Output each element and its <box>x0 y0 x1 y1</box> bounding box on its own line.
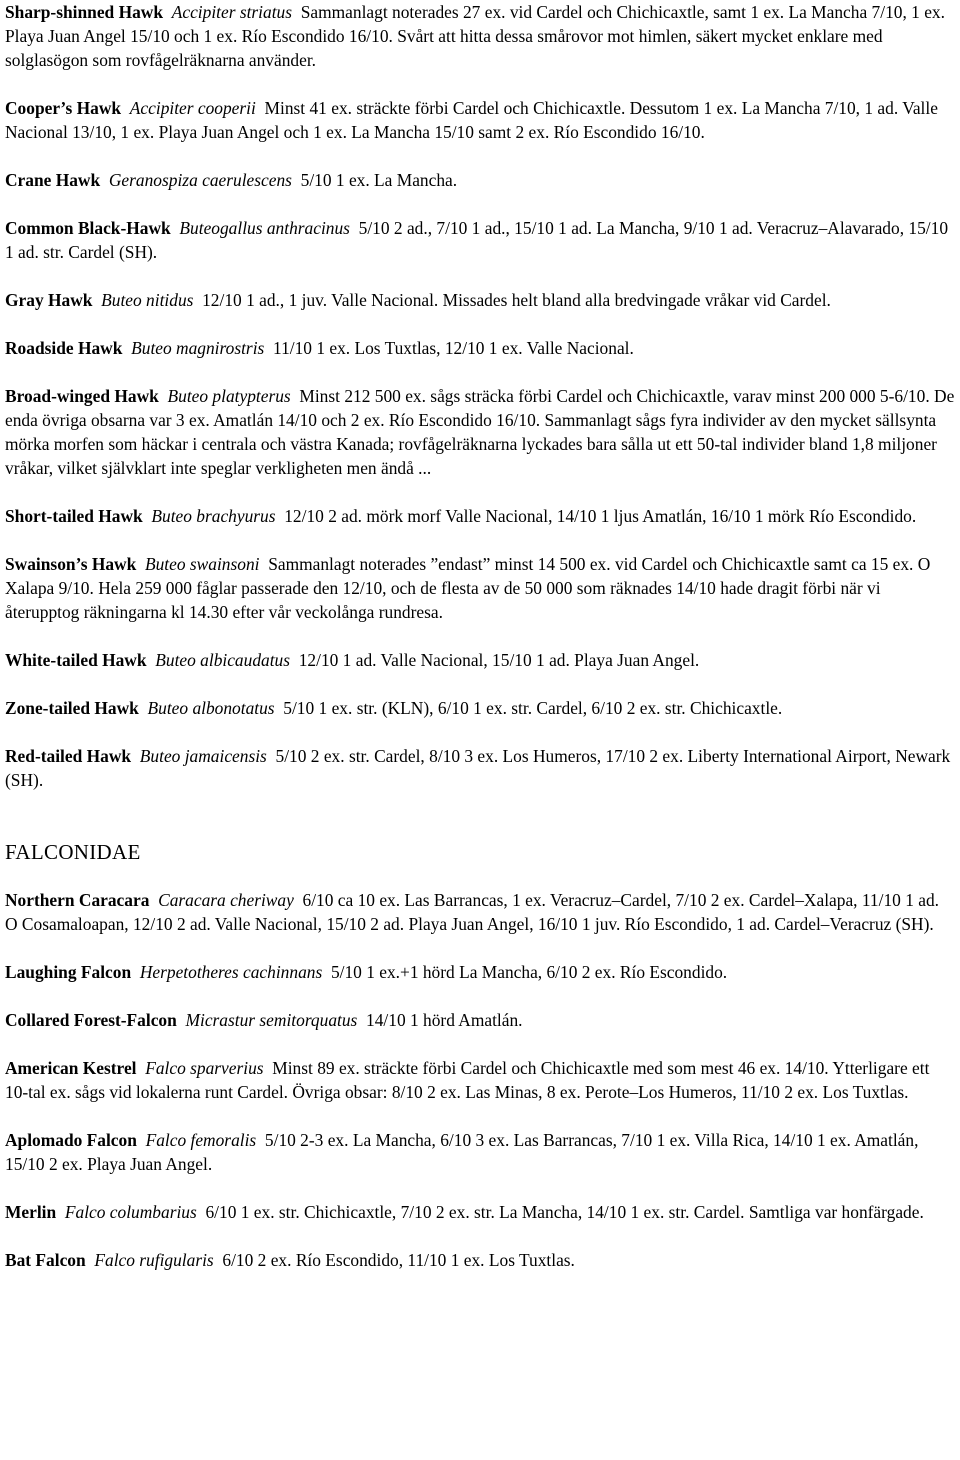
species-text: 5/10 1 ex. La Mancha. <box>300 170 458 190</box>
scientific-name: Falco columbarius <box>64 1202 197 1222</box>
species-entry-common-black-hawk <box>5 216 955 264</box>
scientific-name: Buteo magnirostris <box>131 338 265 358</box>
species-text: 6/10 2 ex. Río Escondido, 11/10 1 ex. Los Tuxtlas. <box>222 1250 575 1270</box>
species-name: Common Black-Hawk <box>5 218 171 238</box>
species-name: Bat Falcon <box>5 1250 86 1270</box>
species-text: 12/10 1 ad. Valle Nacional, 15/10 1 ad. Playa Juan Angel. <box>298 650 700 670</box>
species-name: American Kestrel <box>5 1058 137 1078</box>
document-body <box>5 0 955 1272</box>
scientific-name: Buteo albicaudatus <box>155 650 291 670</box>
scientific-name: Falco sparverius <box>145 1058 264 1078</box>
species-text: Minst 41 ex. sträckte förbi Cardel och Chichicaxtle. Dessutom 1 ex. La Mancha 7/10, 1 ad. Valle Nacional 13/10, 1 ex. Playa Juan Angel och 1 ex. La Mancha 15/10 samt 2 ex. Río Escondido 16/10. <box>5 98 938 142</box>
species-text: 5/10 2-3 ex. La Mancha, 6/10 3 ex. Las Barrancas, 7/10 1 ex. Villa Rica, 14/10 1 ex. Amatlán, 15/10 2 ex. Playa Juan Angel. <box>5 1130 919 1174</box>
species-entry-red-tailed-hawk <box>5 744 955 792</box>
species-entry-roadside-hawk <box>5 336 955 360</box>
scientific-name: Buteo jamaicensis <box>139 746 267 766</box>
scientific-name: Buteo swainsoni <box>144 554 260 574</box>
scientific-name: Micrastur semitorquatus <box>185 1010 358 1030</box>
species-entry-zone-tailed-hawk <box>5 696 955 720</box>
species-text: 11/10 1 ex. Los Tuxtlas, 12/10 1 ex. Valle Nacional. <box>273 338 634 358</box>
species-entry-merlin <box>5 1200 955 1224</box>
scientific-name: Buteo brachyurus <box>151 506 276 526</box>
species-text: 12/10 2 ad. mörk morf Valle Nacional, 14/10 1 ljus Amatlán, 16/10 1 mörk Río Escondido. <box>284 506 917 526</box>
species-text: Minst 89 ex. sträckte förbi Cardel och Chichicaxtle med som mest 46 ex. 14/10. Ytterligare ett 10-tal ex. sågs vid lokalerna runt Cardel. Övriga obsar: 8/10 2 ex. Las Minas, 8 ex. Perote–Los Humeros, 11/10 2 ex. Los Tuxtlas. <box>5 1058 930 1102</box>
species-entry-american-kestrel <box>5 1056 955 1104</box>
species-name: Red-tailed Hawk <box>5 746 132 766</box>
species-entry-collared-forest-falcon <box>5 1008 955 1032</box>
species-name: Gray Hawk <box>5 290 93 310</box>
species-name: Northern Caracara <box>5 890 150 910</box>
species-entry-broad-winged-hawk <box>5 384 955 480</box>
species-text: 5/10 2 ad., 7/10 1 ad., 15/10 1 ad. La Mancha, 9/10 1 ad. Veracruz–Alavarado, 15/10 1 ad. str. Cardel (SH). <box>5 218 949 262</box>
scientific-name: Falco femoralis <box>145 1130 257 1150</box>
species-entry-coopers-hawk <box>5 96 955 144</box>
species-name: Sharp-shinned Hawk <box>5 2 164 22</box>
species-text: 5/10 1 ex.+1 hörd La Mancha, 6/10 2 ex. Río Escondido. <box>330 962 728 982</box>
species-entry-northern-caracara <box>5 888 955 936</box>
species-text: 5/10 2 ex. str. Cardel, 8/10 3 ex. Los Humeros, 17/10 2 ex. Liberty International Airport, Newark (SH). <box>5 746 951 790</box>
section-heading-falconidae: FALCONIDAE <box>5 840 141 864</box>
species-name: Broad-winged Hawk <box>5 386 159 406</box>
species-entry-gray-hawk <box>5 288 955 312</box>
scientific-name: Falco rufigularis <box>94 1250 214 1270</box>
species-entry-sharp-shinned-hawk <box>5 0 955 72</box>
species-text: 6/10 ca 10 ex. Las Barrancas, 1 ex. Veracruz–Cardel, 7/10 2 ex. Cardel–Xalapa, 11/10 1 ad. O Cosamaloapan, 12/10 2 ad. Valle Nacional, 15/10 2 ad. Playa Juan Angel, 16/10 1 juv. Río Escondido, 1 ad. Cardel–Veracruz (SH). <box>5 890 939 934</box>
species-text: 12/10 1 ad., 1 juv. Valle Nacional. Missades helt bland alla bredvingade vråkar vid Cardel. <box>202 290 831 310</box>
species-text: 5/10 1 ex. str. (KLN), 6/10 1 ex. str. Cardel, 6/10 2 ex. str. Chichicaxtle. <box>283 698 783 718</box>
scientific-name: Geranospiza caerulescens <box>108 170 292 190</box>
species-name: Crane Hawk <box>5 170 101 190</box>
species-name: Collared Forest-Falcon <box>5 1010 177 1030</box>
scientific-name: Buteogallus anthracinus <box>179 218 350 238</box>
species-entry-white-tailed-hawk <box>5 648 955 672</box>
species-name: Short-tailed Hawk <box>5 506 143 526</box>
scientific-name: Buteo platypterus <box>167 386 291 406</box>
species-name: Laughing Falcon <box>5 962 132 982</box>
species-text: Sammanlagt noterades 27 ex. vid Cardel och Chichicaxtle, samt 1 ex. La Mancha 7/10, 1 ex. Playa Juan Angel 15/10 och 1 ex. Río Escondido 16/10. Svårt att hitta dessa smårovor mot himlen, säkert mycket enklare med solglasögon som rovfågelräknarna använder. <box>5 2 945 70</box>
species-name: Cooper’s Hawk <box>5 98 122 118</box>
species-text: Minst 212 500 ex. sågs sträcka förbi Cardel och Chichicaxtle, varav minst 200 000 5-6/10. De enda övriga obsarna var 3 ex. Amatlán 14/10 och 2 ex. Río Escondido 16/10. Sammanlagt sågs fyra individer av den mycket sällsynta mörka morfen som häckar i centrala och västra Kanada; rovfågelräknarna lyckades bara sålla ut ett 50-tal individer bland 1,8 miljoner vråkar, vilket självklart inte speglar verkligheten men ändå ... <box>5 386 955 478</box>
species-entry-swainsons-hawk <box>5 552 955 624</box>
species-text: 6/10 1 ex. str. Chichicaxtle, 7/10 2 ex. str. La Mancha, 14/10 1 ex. str. Cardel. Samtliga var honfärgade. <box>205 1202 924 1222</box>
species-name: Aplomado Falcon <box>5 1130 137 1150</box>
species-name: White-tailed Hawk <box>5 650 147 670</box>
species-name: Swainson’s Hawk <box>5 554 137 574</box>
species-text: 14/10 1 hörd Amatlán. <box>366 1010 523 1030</box>
species-name: Roadside Hawk <box>5 338 123 358</box>
species-entry-laughing-falcon <box>5 960 955 984</box>
scientific-name: Buteo albonotatus <box>147 698 275 718</box>
species-name: Merlin <box>5 1202 57 1222</box>
scientific-name: Caracara cheriway <box>158 890 294 910</box>
species-entry-crane-hawk <box>5 168 955 192</box>
species-entry-aplomado-falcon <box>5 1128 955 1176</box>
scientific-name: Herpetotheres cachinnans <box>139 962 323 982</box>
scientific-name: Accipiter striatus <box>171 2 293 22</box>
species-entry-bat-falcon <box>5 1248 955 1272</box>
species-entry-short-tailed-hawk <box>5 504 955 528</box>
species-text: Sammanlagt noterades ”endast” minst 14 500 ex. vid Cardel och Chichicaxtle samt ca 15 ex. O Xalapa 9/10. Hela 259 000 fåglar passerade den 12/10, och de flesta av de 50 000 som räknades 14/10 hade dragit förbi när vi återupptog räkningarna kl 14.30 efter vår veckolånga rundresa. <box>5 554 931 622</box>
species-name: Zone-tailed Hawk <box>5 698 139 718</box>
scientific-name: Accipiter cooperii <box>129 98 256 118</box>
scientific-name: Buteo nitidus <box>101 290 194 310</box>
